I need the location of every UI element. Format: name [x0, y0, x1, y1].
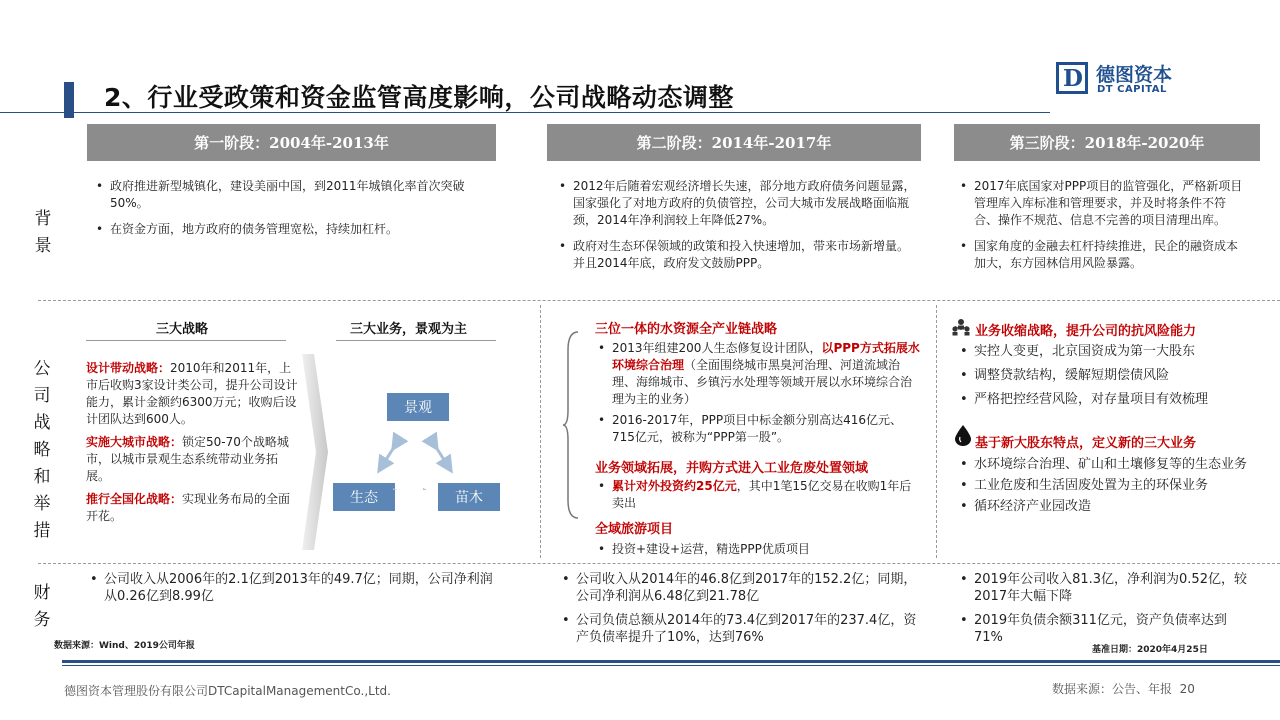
- list-item: • 公司收入从2014年的46.8亿到2017年的152.2亿；同期，公司净利润从6.48亿到21.78亿: [560, 571, 920, 605]
- column-divider-1: [540, 305, 541, 558]
- stage2-list-3: [596, 541, 920, 567]
- data-source-note: 数据来源：Wind、2019公司年报: [54, 641, 195, 651]
- logo-text-en: DT CAPITAL: [1097, 84, 1167, 95]
- list-item: • 公司负债总额从2014年的73.4亿到2017年的237.4亿，资产负债率提升了10%，达到76%: [560, 612, 920, 646]
- list-item: • 工业危废和生活固废处置为主的环保业务: [958, 477, 1254, 494]
- list-item: • 政府推进新型城镇化，建设美丽中国，到2011年城镇化率首次突破50%。: [94, 178, 496, 212]
- logo-text-cn: 德图资本: [1096, 64, 1173, 86]
- strategy-stage1-items: [86, 360, 298, 525]
- list-item: • 投资+建设+运营，精选PPP优质项目: [596, 541, 920, 558]
- node-ecology: 生态: [333, 483, 395, 511]
- stage-3-header: 第三阶段：2018年-2020年: [954, 124, 1260, 161]
- stage2-list-2: [596, 478, 920, 521]
- stage3-list-2: [958, 456, 1254, 519]
- stage-1-header: 第一阶段：2004年-2013年: [87, 124, 496, 161]
- cycle-arrows-icon: [330, 420, 500, 490]
- finance-stage3-list: [958, 571, 1254, 653]
- row-divider-1: [38, 300, 1280, 301]
- list-item: • 2019年公司收入81.3亿，净利润为0.52亿，较2017年大幅下降: [958, 571, 1254, 605]
- stage3-list-1: [958, 343, 1258, 415]
- stage2-heading-3: 全域旅游项目: [595, 522, 674, 537]
- list-item: • 2012年后随着宏观经济增长失速，部分地方政府债务问题显露，国家强化了对地方政府的负债管控，公司大城市发展战略面临瓶颈，2014年净利润较上年降低27%。: [557, 178, 919, 229]
- background-stage1-list: [94, 178, 496, 247]
- list-item: • 严格把控经营风险，对存量项目有效梳理: [958, 391, 1258, 408]
- three-strategies-title: 三大战略: [156, 322, 209, 337]
- strategy-item: 实施大城市战略：锁定50-70个战略城市，以城市景观生态系统带动业务拓展。: [86, 435, 289, 483]
- background-stage2-list: [557, 178, 919, 281]
- strategy-item: 推行全国化战略：实现业务布局的全面开花。: [86, 492, 291, 523]
- list-item: • 循环经济产业园改造: [958, 498, 1254, 515]
- column-divider-2: [936, 305, 937, 558]
- stage2-heading-1: 三位一体的水资源全产业链战略: [595, 322, 778, 337]
- stage3-heading-2: 基于新大股东特点，定义新的三大业务: [975, 436, 1197, 451]
- footer-source: 数据来源：公告、年报 20: [1052, 682, 1195, 696]
- page-number: 20: [1179, 682, 1195, 696]
- business-underline: [336, 340, 496, 341]
- list-item: • 2016-2017年，PPP项目中标金额分别高达416亿元、715亿元，被称为“PPP第一股”。: [596, 412, 920, 446]
- strategy-item: 设计带动战略：2010年和2011年，上市后收购3家设计类公司，提升公司设计能力，累计金额约6300万元；收购后设计团队达到600人。: [86, 361, 298, 426]
- stage2-heading-2: 业务领域拓展，并购方式进入工业危废处置领域: [595, 461, 869, 476]
- three-business-title: 三大业务，景观为主: [350, 322, 468, 337]
- list-item: • 2013年组建200人生态修复设计团队，以PPP方式拓展水环境综合治理（全面围绕城市黑臭河治理、河道流域治理、海绵城市、乡镇污水处理等领域开展以水环境综合治理为主的业务）: [596, 340, 920, 408]
- people-icon: [951, 318, 971, 336]
- stage-2-header: 第二阶段：2014年-2017年: [547, 124, 921, 161]
- footer-company: 德图资本管理股份有限公司DTCapitalManagementCo.,Ltd.: [64, 684, 391, 698]
- finance-stage2-list: [560, 571, 920, 653]
- row-label-background: 背 景: [34, 209, 52, 256]
- list-item: • 政府对生态环保领域的政策和投入快速增加，带来市场新增量。并且2014年底，政府发文鼓励PPP。: [557, 238, 919, 272]
- page-title: 2、行业受政策和资金监管高度影响，公司战略动态调整: [104, 83, 734, 112]
- background-stage3-list: [958, 178, 1248, 281]
- list-item: • 2017年底国家对PPP项目的监管强化，严格新项目管理库入库标准和管理要求，并及时将条件不符合、操作不规范、信息不完善的项目清理出库。: [958, 178, 1248, 229]
- node-seedlings: 苗木: [438, 483, 500, 511]
- row-label-finance: 财 务: [33, 583, 51, 630]
- list-item: • 2019年负债余额311亿元，资产负债率达到71%: [958, 612, 1254, 646]
- water-drop-icon: [953, 424, 973, 446]
- list-item: • 国家角度的金融去杠杆持续推进，民企的融资成本加大，东方园林信用风险暴露。: [958, 238, 1248, 272]
- stage2-list-1: [596, 340, 920, 450]
- list-item: • 累计对外投资约25亿元，其中1笔15亿交易在收购1年后卖出: [596, 478, 920, 512]
- footer-rule-thin: [62, 665, 1280, 666]
- node-landscape: 景观: [387, 393, 449, 421]
- base-date-note: 基准日期：2020年4月25日: [1092, 645, 1208, 655]
- finance-stage1-list: [88, 571, 500, 614]
- brace-icon: [562, 330, 580, 520]
- list-item: • 公司收入从2006年的2.1亿到2013年的49.7亿；同期，公司净利润从0.26亿到8.99亿: [88, 571, 500, 605]
- strategies-underline: [86, 340, 286, 341]
- row-label-strategy: 公 司 战 略 和 举 措: [33, 359, 51, 541]
- list-item: • 水环境综合治理、矿山和土壤修复等的生态业务: [958, 456, 1254, 473]
- list-item: • 调整贷款结构，缓解短期偿债风险: [958, 367, 1258, 384]
- stage3-heading-1: 业务收缩战略，提升公司的抗风险能力: [975, 324, 1197, 339]
- logo-icon: D: [1056, 62, 1088, 94]
- title-underline: [0, 112, 1050, 113]
- footer-rule-thick: [62, 660, 1280, 663]
- list-item: • 在资金方面，地方政府的债务管理宽松，持续加杠杆。: [94, 221, 496, 238]
- list-item: • 实控人变更，北京国资成为第一大股东: [958, 343, 1258, 360]
- chevron-right-icon: [300, 352, 330, 552]
